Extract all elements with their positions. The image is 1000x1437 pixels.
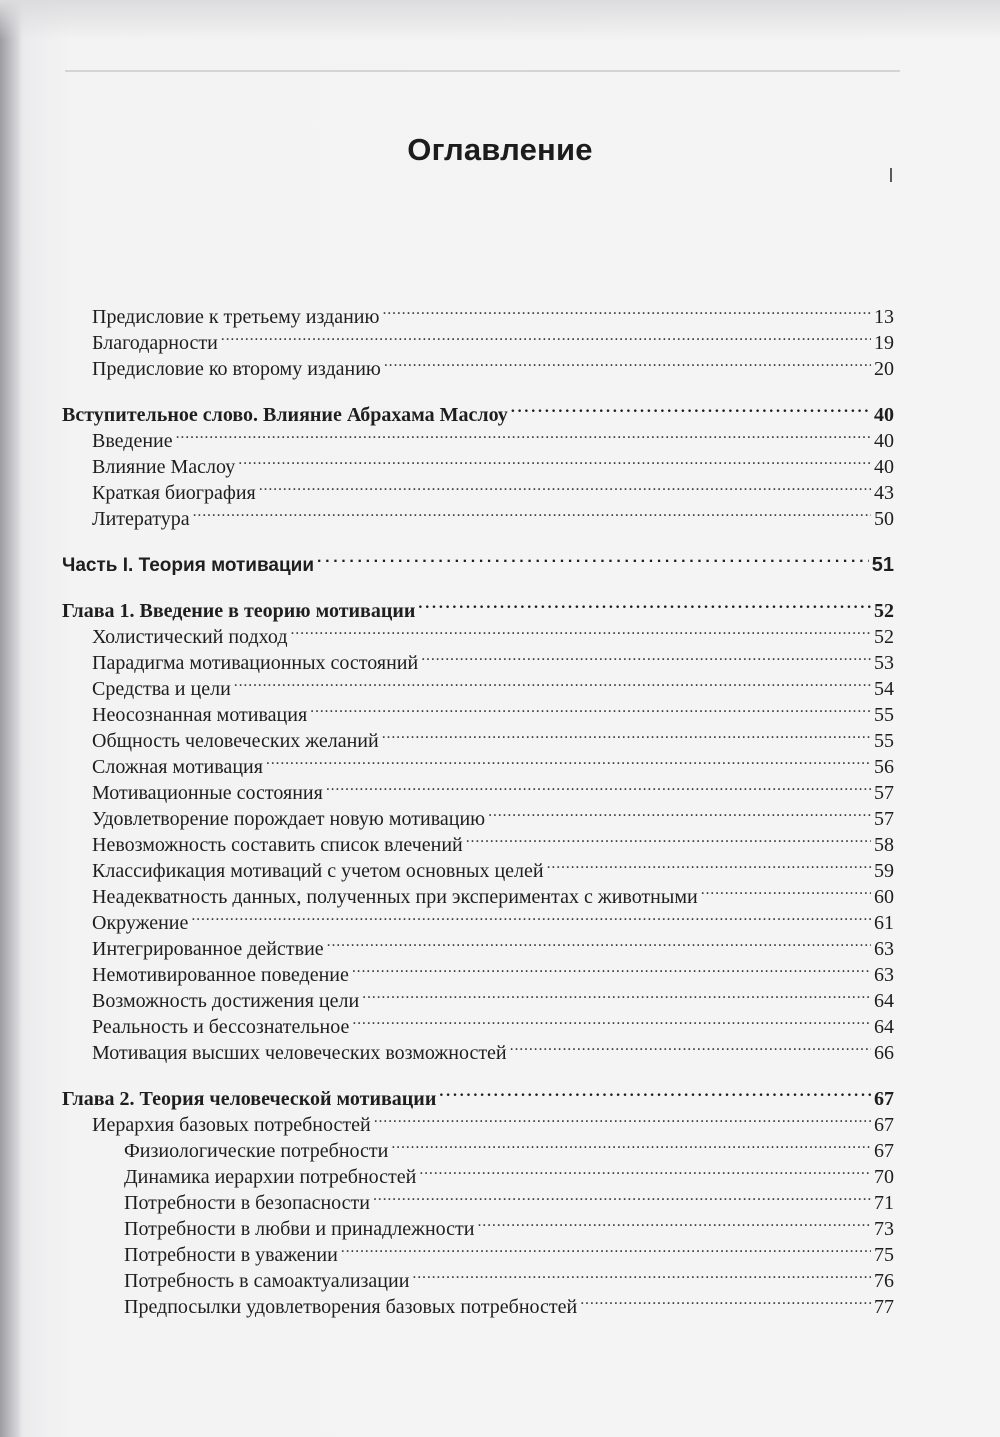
dot-leader [176,421,871,447]
toc-entry-title: Иерархия базовых потребностей [92,1114,371,1136]
dot-leader [510,1033,871,1059]
dot-leader [317,545,869,571]
toc-entry [62,421,894,452]
toc-page-number: 60 [874,886,894,908]
toc-page-number: 58 [874,834,894,856]
dot-leader [421,643,871,669]
toc-entry-title: Интегрированное действие [92,938,324,960]
toc-page-number: 61 [874,912,894,934]
toc-page-number: 66 [874,1042,894,1064]
toc-page-number: 40 [874,404,894,426]
dot-leader [418,591,871,617]
toc-entry-title: Реальность и бессознательное [92,1016,350,1038]
toc-page-number: 63 [874,964,894,986]
dot-leader [191,903,871,929]
toc-page-number: 43 [874,482,894,504]
dot-leader [238,447,871,473]
dot-leader [580,1287,871,1313]
toc-entry-title: Немотивированное поведение [92,964,349,986]
toc-page-number: 55 [874,704,894,726]
toc-entry-title: Литература [92,508,190,530]
toc-entry-title: Предпосылки удовлетворения базовых потребностей [124,1296,578,1318]
toc-page-number: 67 [874,1114,894,1136]
toc-page-number: 57 [874,808,894,830]
toc-entry-title: Удовлетворение порождает новую мотивацию [92,808,486,830]
dot-leader [310,695,871,721]
toc-page-number: 70 [874,1166,894,1188]
toc-page-number: 57 [874,782,894,804]
toc-page-number: 53 [874,652,894,674]
toc-entry-title: Неадекватность данных, полученных при экспериментах с животными [92,886,698,908]
dot-leader [419,1157,871,1183]
dot-leader [362,981,871,1007]
toc-entry-title: Часть I. Теория мотивации [62,555,315,576]
toc-part-entry [62,545,894,576]
toc-entry-title: Холистический подход [92,626,288,648]
toc-page-number: 40 [874,456,894,478]
toc-entry-title: Возможность достижения цели [92,990,360,1012]
dot-leader [326,773,871,799]
dot-leader [266,747,871,773]
toc-page-number: 73 [874,1218,894,1240]
toc-entry-title: Динамика иерархии потребностей [124,1166,417,1188]
toc-page-number: 64 [874,990,894,1012]
dot-leader [291,617,872,643]
margin-mark [890,168,892,182]
table-of-contents [62,297,894,1318]
toc-page-number: 50 [874,508,894,530]
toc-page-number: 56 [874,756,894,778]
toc-page-number: 55 [874,730,894,752]
dot-leader [352,955,871,981]
dot-leader [382,297,871,323]
dot-leader [382,721,871,747]
toc-entry-title: Введение [92,430,173,452]
toc-entry-title: Мотивационные состояния [92,782,323,804]
toc-entry-title: Потребности в любви и принадлежности [124,1218,475,1240]
toc-entry-title: Невозможность составить список влечений [92,834,463,856]
toc-page-number: 76 [874,1270,894,1292]
dot-leader [488,799,871,825]
toc-page-number: 54 [874,678,894,700]
toc-entry-title: Потребность в самоактуализации [124,1270,410,1292]
toc-entry-title: Физиологические потребности [124,1140,389,1162]
toc-page-number: 63 [874,938,894,960]
page-title: Оглавление [407,132,593,167]
toc-entry-title: Неосознанная мотивация [92,704,308,726]
toc-page-number: 64 [874,1016,894,1038]
toc-page-number: 77 [874,1296,894,1318]
toc-entry [62,297,894,328]
toc-page-number: 19 [874,332,894,354]
toc-page-number: 52 [874,626,894,648]
dot-leader [478,1209,872,1235]
toc-entry-title: Предисловие к третьему изданию [92,306,380,328]
toc-entry-title: Глава 1. Введение в теорию мотивации [62,600,416,622]
toc-chapter-entry [62,1079,894,1110]
dot-leader [327,929,871,955]
dot-leader [701,877,871,903]
toc-entry-title: Средства и цели [92,678,231,700]
toc-entry [62,447,894,478]
toc-entry-title: Окружение [92,912,189,934]
toc-page-number: 52 [874,600,894,622]
toc-page-number: 71 [874,1192,894,1214]
toc-entry-title: Мотивация высших человеческих возможностей [92,1042,507,1064]
dot-leader [439,1079,871,1105]
toc-entry-title: Потребности в безопасности [124,1192,370,1214]
dot-leader [547,851,871,877]
toc-entry-title: Общность человеческих желаний [92,730,379,752]
toc-page-number: 13 [874,306,894,328]
dot-leader [391,1131,871,1157]
toc-entry-title: Вступительное слово. Влияние Абрахама Маслоу [62,404,508,426]
toc-entry-title: Классификация мотиваций с учетом основных целей [92,860,544,882]
dot-leader [466,825,871,851]
dot-leader [193,499,871,525]
dot-leader [511,395,871,421]
dot-leader [374,1105,871,1131]
toc-entry-title: Влияние Маслоу [92,456,236,478]
dot-leader [412,1261,871,1287]
toc-entry-title: Потребности в уважении [124,1244,338,1266]
dot-leader [234,669,871,695]
toc-page-number: 75 [874,1244,894,1266]
toc-entry-title: Глава 2. Теория человеческой мотивации [62,1088,437,1110]
toc-entry-title: Благодарности [92,332,218,354]
toc-chapter-entry [62,395,894,426]
dot-leader [352,1007,871,1033]
toc-page-number: 67 [874,1140,894,1162]
toc-entry-title: Сложная мотивация [92,756,263,778]
toc-page-number: 59 [874,860,894,882]
dot-leader [341,1235,871,1261]
toc-page-number: 40 [874,430,894,452]
toc-page-number: 67 [874,1088,894,1110]
dot-leader [259,473,871,499]
toc-entry-title: Парадигма мотивационных состояний [92,652,419,674]
toc-page-number: 51 [871,554,894,576]
dot-leader [373,1183,871,1209]
toc-chapter-entry [62,591,894,622]
show-through-line [65,70,900,72]
toc-entry-title: Предисловие ко второму изданию [92,358,381,380]
toc-page-number: 20 [874,358,894,380]
dot-leader [384,349,871,375]
dot-leader [221,323,871,349]
toc-entry-title: Краткая биография [92,482,256,504]
